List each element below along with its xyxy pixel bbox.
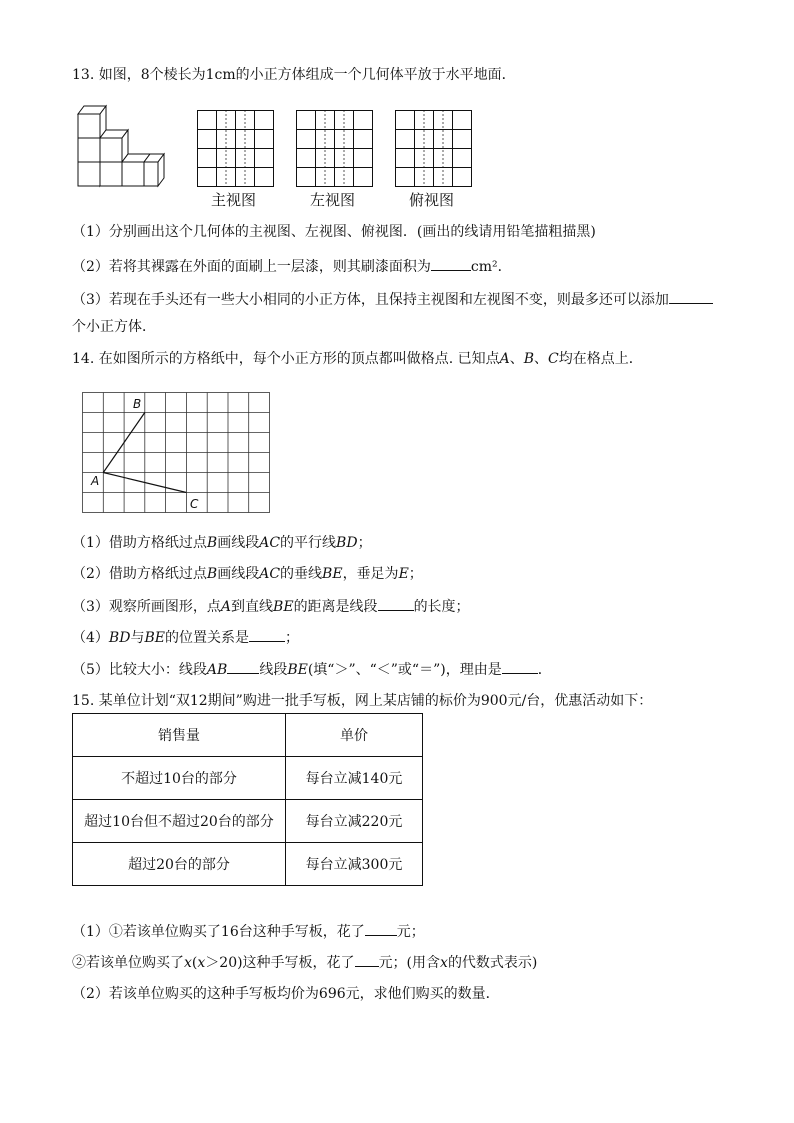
table-cell: 每台立减220元 (286, 800, 423, 843)
q15-part1-a: （1）①若该单位购买了16台这种手写板，花了 元； (72, 924, 425, 940)
table-header-row (73, 714, 423, 757)
table-cell: 每台立减300元 (286, 843, 423, 886)
answer-blank (669, 290, 713, 304)
table-header-cell: 单价 (286, 714, 423, 757)
label-c: C (190, 497, 199, 511)
table-cell: 超过20台的部分 (73, 843, 286, 886)
table-row (73, 843, 423, 886)
caption-front-view: 主视图 (211, 191, 257, 209)
q14-stem: 14. 在如图所示的方格纸中，每个小正方形的顶点都叫做格点. 已知点A、B、C均在格点上． (72, 351, 643, 367)
q14-grid-figure (80, 390, 275, 518)
table-cell: 超过10台但不超过20台的部分 (73, 800, 286, 843)
answer-blank (249, 628, 285, 642)
answer-blank (227, 660, 259, 674)
caption-left-view: 左视图 (310, 191, 356, 209)
q13-stem: 13. 如图，8个棱长为1cm的小正方体组成一个几何体平放于水平地面． (72, 67, 516, 83)
table-row (73, 757, 423, 800)
q15-part1-b: ②若该单位购买了x(x＞20)这种手写板，花了 元；(用含x的代数式表示) (72, 955, 538, 971)
caption-top-view: 俯视图 (409, 191, 455, 209)
answer-blank (378, 597, 414, 611)
q13-cube-figure (72, 100, 172, 190)
discount-table (72, 713, 423, 886)
answer-blank (355, 953, 379, 967)
q13-part2: （2）若将其裸露在外面的面刷上一层漆，则其刷漆面积为 cm²． (72, 259, 512, 275)
table-row (73, 800, 423, 843)
q14-part3: （3）观察所画图形，点A到直线BE的距离是线段 的长度； (72, 599, 470, 615)
q14-part4: （4）BD与BE的位置关系是 ； (72, 630, 299, 646)
table-header-cell: 销售量 (73, 714, 286, 757)
q13-grid-front (197, 110, 275, 188)
q13-part3: （3）若现在手头还有一些大小相同的小正方体，且保持主视图和左视图不变，则最多还可以添加 (72, 290, 713, 309)
label-a: A (91, 474, 100, 488)
answer-blank (431, 257, 471, 271)
q14-part2: （2）借助方格纸过点B画线段AC的垂线BE，垂足为E； (72, 566, 423, 582)
q15-stem: 15. 某单位计划“双12期间”购进一批手写板，网上某店铺的标价为900元/台，优惠活动如下： (72, 693, 653, 709)
q14-part5: （5）比较大小：线段AB 线段BE(填“＞”、“＜”或“＝”)，理由是 ． (72, 662, 552, 678)
answer-blank (502, 660, 538, 674)
q13-part3-cont: 个小正方体． (72, 319, 156, 335)
q14-part1: （1）借助方格纸过点B画线段AC的平行线BD； (72, 535, 372, 551)
label-b: B (133, 397, 142, 411)
table-cell: 不超过10台的部分 (73, 757, 286, 800)
q15-part2: （2）若该单位购买的这种手写板均价为696元，求他们购买的数量． (72, 986, 500, 1002)
q13-grid-top (395, 110, 473, 188)
answer-blank (365, 922, 397, 936)
table-cell: 每台立减140元 (286, 757, 423, 800)
q13-grid-left (296, 110, 374, 188)
q13-part1: （1）分别画出这个几何体的主视图、左视图、俯视图．(画出的线请用铅笔描粗描黑) (72, 224, 596, 240)
